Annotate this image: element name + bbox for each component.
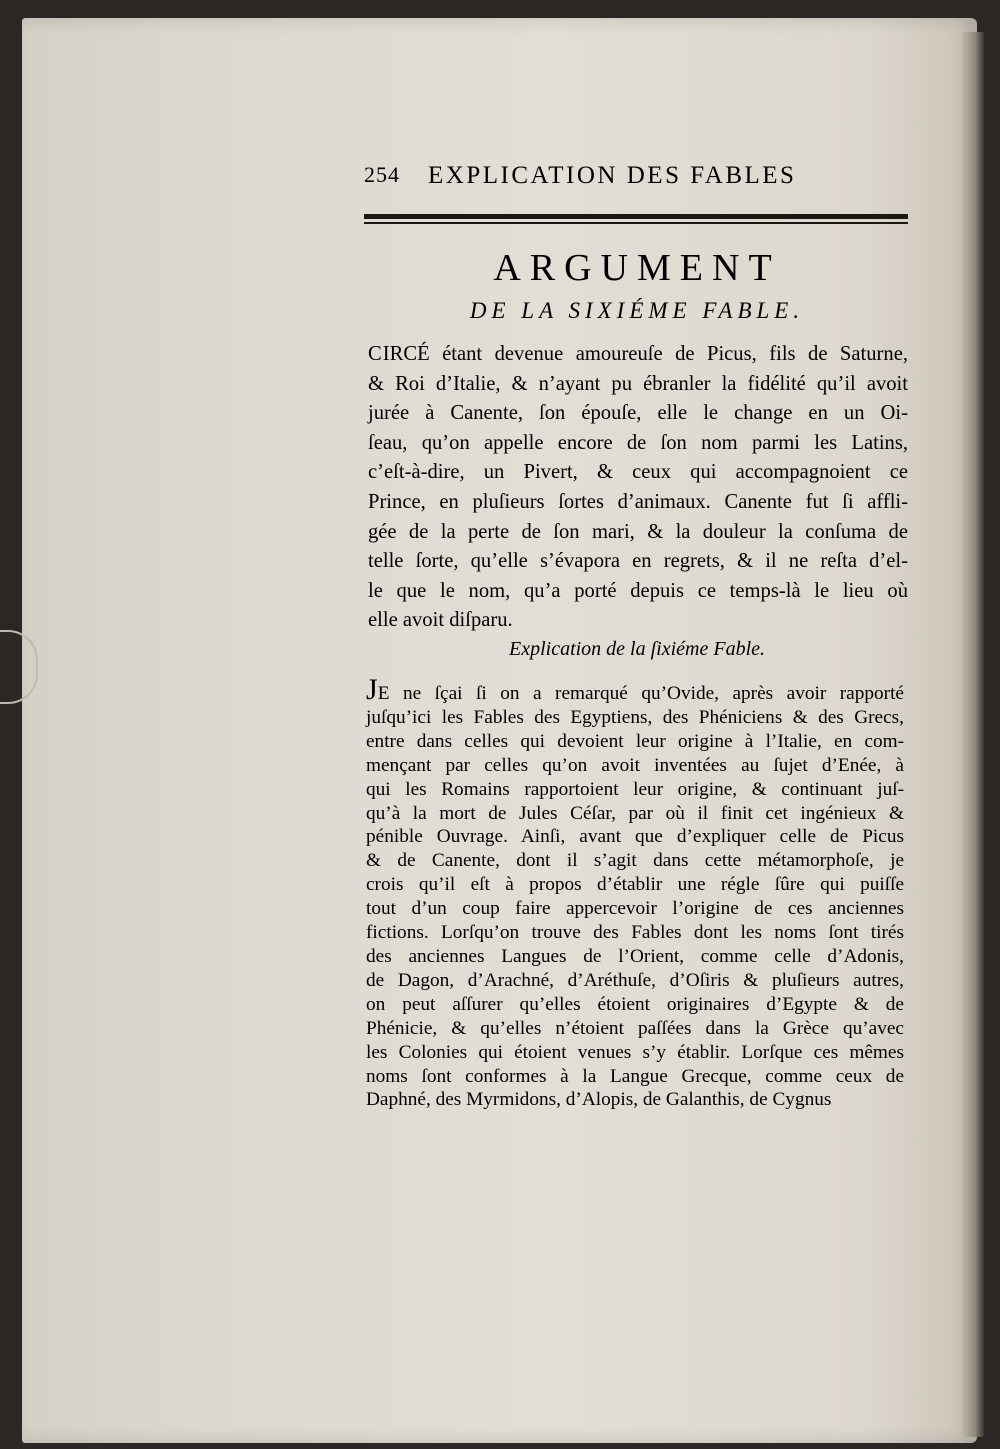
body-line: de Dagon, d’Arachné, d’Aréthuſe, d’Oſiris & pluſieurs autres, — [366, 969, 904, 991]
body-line: on peut aſſurer qu’elles étoient originaires d’Egypte & de — [366, 993, 904, 1015]
section-subheading: DE LA SIXIÉME FABLE. — [469, 298, 805, 323]
argument-line: & Roi d’Italie, & n’ayant pu ébranler la fidélité qu’il avoit — [368, 372, 908, 395]
body-paragraph — [366, 673, 904, 1112]
page-number: 254 — [364, 162, 400, 187]
body-line: qui les Romains rapportoient leur origine, & continuant juſ- — [366, 778, 904, 800]
section-heading: ARGUMENT — [493, 247, 781, 289]
page-edge-shadow — [962, 32, 984, 1437]
body-line: des anciennes Langues de l’Orient, comme celle d’Adonis, — [366, 945, 904, 967]
argument-paragraph — [368, 340, 908, 636]
body-line: mençant par celles qu’on avoit inventées au ſujet d’Enée, à — [366, 754, 904, 776]
argument-line: CIRCÉ étant devenue amoureuſe de Picus, fils de Saturne, — [368, 343, 908, 365]
argument-line: c’eſt-à-dire, un Pivert, & ceux qui accompagnoient ce — [368, 461, 908, 484]
body-line: Phénicie, & qu’elles n’étoient paſſées dans la Grèce qu’avec — [366, 1017, 904, 1039]
body-line: fictions. Lorſqu’on trouve des Fables dont les noms ſont tirés — [366, 922, 904, 944]
explication-title: Explication de la ſixiéme Fable. — [508, 638, 766, 660]
body-dropcap: J — [366, 673, 378, 706]
body-line: & de Canente, dont il s’agit dans cette métamorphoſe, je — [366, 850, 904, 872]
header-rule-thick — [364, 214, 908, 219]
body-line: crois qu’il eſt à propos d’établir une régle ſûre qui puiſſe — [366, 874, 904, 896]
body-line: juſqu’ici les Fables des Egyptiens, des Phéniciens & des Grecs, — [366, 706, 904, 728]
argument-line: le que le nom, qu’a porté depuis ce temps-là le lieu où — [368, 579, 908, 602]
argument-line: elle avoit diſparu. — [368, 609, 513, 632]
body-line: pénible Ouvrage. Ainſi, avant que d’expliquer celle de Picus — [366, 826, 904, 848]
argument-line: gée de la perte de ſon mari, & la douleur la conſuma de — [368, 520, 908, 543]
body-line: tout d’un coup faire appercevoir l’origine de ces anciennes — [366, 898, 904, 920]
running-head-title: EXPLICATION DES FABLES — [428, 162, 797, 189]
argument-line: telle ſorte, qu’elle s’évapora en regrets, & il ne reſta d’el- — [368, 550, 908, 573]
argument-dropcap: C — [368, 343, 383, 365]
body-line: Daphné, des Myrmidons, d’Alopis, de Galanthis, de Cygnus — [366, 1089, 832, 1111]
running-head — [364, 162, 910, 198]
header-rule-thin — [364, 222, 908, 224]
body-line: entre dans celles qui devoient leur origine à l’Italie, en com- — [366, 730, 904, 752]
argument-line: ſeau, qu’on appelle encore de ſon nom parmi les Latins, — [368, 431, 908, 454]
body-line: les Colonies qui étoient venues s’y établir. Lorſque ces mêmes — [366, 1041, 904, 1063]
argument-line: Prince, en pluſieurs ſortes d’animaux. Canente fut ſi affli- — [368, 490, 908, 513]
body-line: JE ne ſçai ſi on a remarqué qu’Ovide, après avoir rapporté — [366, 673, 904, 706]
body-line: noms ſont conformes à la Langue Grecque, comme ceux de — [366, 1065, 904, 1087]
argument-line: jurée à Canente, ſon épouſe, elle le change en un Oi- — [368, 402, 908, 425]
body-line: qu’à la mort de Jules Céſar, par où il finit cet ingénieux & — [366, 802, 904, 824]
